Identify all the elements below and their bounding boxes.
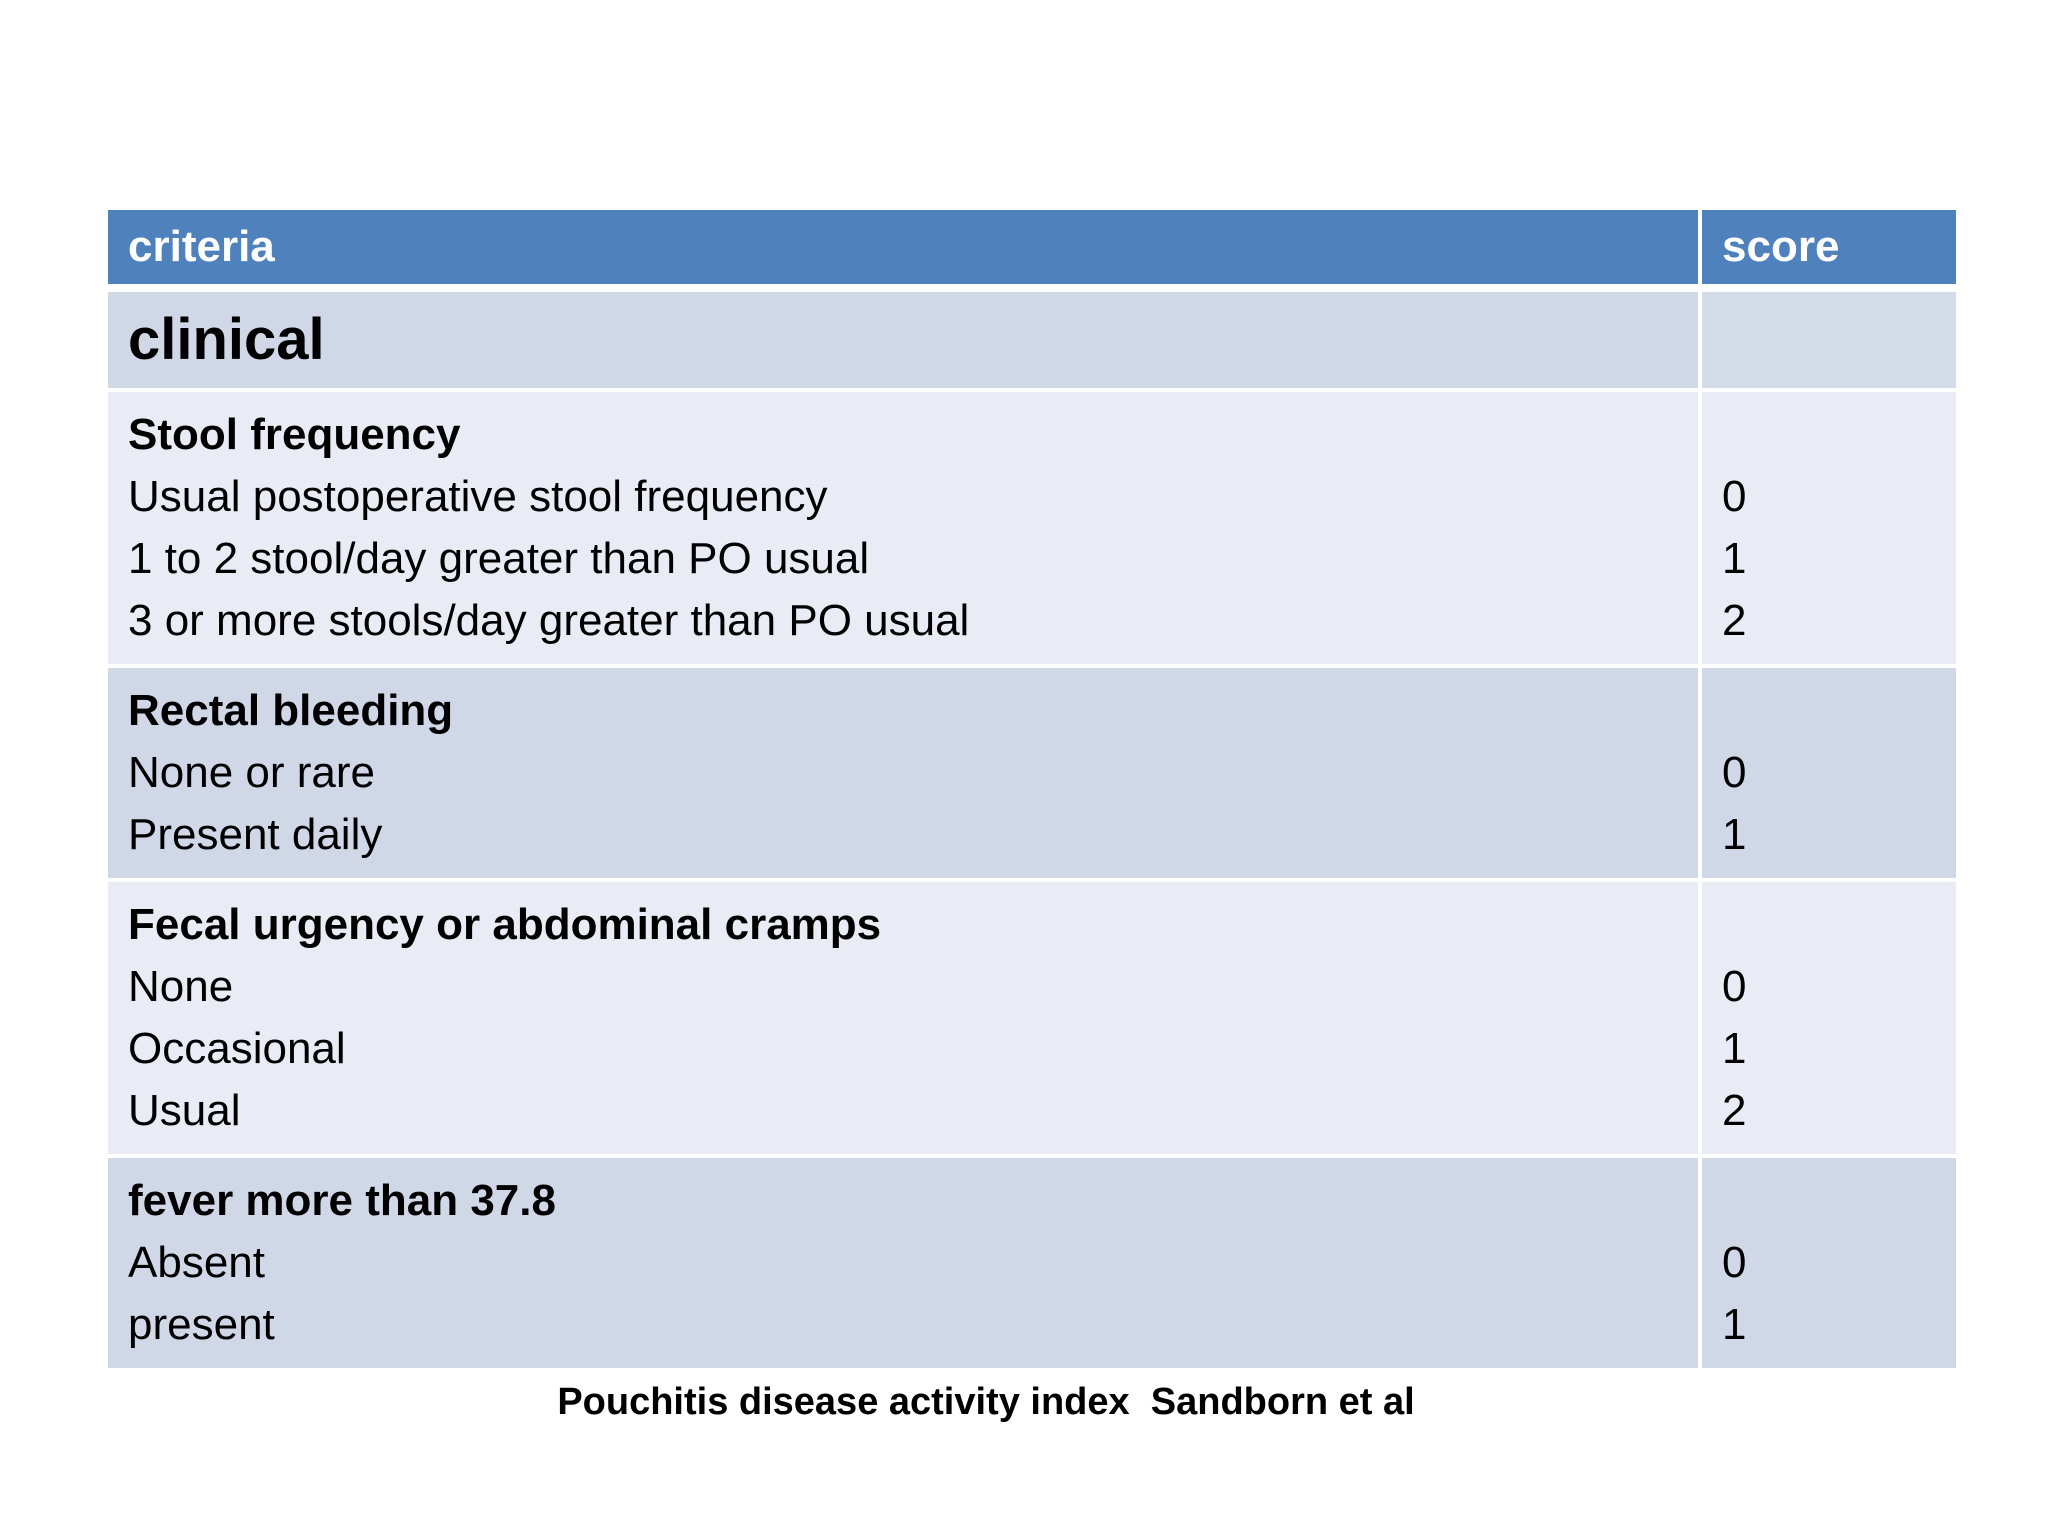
option-label: Occasional [128, 1024, 346, 1073]
group-fecal-urgency [106, 880, 1958, 1156]
option-score: 1 [1722, 534, 1747, 583]
option-label: None [128, 962, 234, 1011]
option-label: None or rare [128, 748, 376, 797]
group-criteria-cell [106, 1156, 1700, 1370]
group-score-cell [1700, 1156, 1958, 1370]
option-score: 1 [1722, 810, 1747, 859]
group-criteria-cell [106, 880, 1700, 1156]
option-score: 0 [1722, 1238, 1747, 1287]
group-fever [106, 1156, 1958, 1370]
option-label: Absent [128, 1238, 265, 1287]
option-score: 2 [1722, 596, 1747, 645]
section-score-cell [1700, 288, 1958, 390]
group-title: Fecal urgency or abdominal cramps [128, 900, 882, 949]
section-title-cell [106, 288, 1700, 390]
score-header: score [1700, 208, 1958, 288]
group-criteria-cell [106, 390, 1700, 666]
option-score: 1 [1722, 1024, 1747, 1073]
option-score: 0 [1722, 962, 1747, 1011]
header-row [106, 208, 1958, 288]
group-score-cell [1700, 880, 1958, 1156]
option-score: 0 [1722, 748, 1747, 797]
option-label: Present daily [128, 810, 383, 859]
section-row [106, 288, 1958, 390]
section-title: clinical [128, 307, 325, 372]
option-score: 2 [1722, 1086, 1747, 1135]
group-score-cell [1700, 390, 1958, 666]
group-title: Rectal bleeding [128, 686, 454, 735]
option-score: 0 [1722, 472, 1747, 521]
option-score: 1 [1722, 1300, 1747, 1349]
option-label: Usual postoperative stool frequency [128, 472, 828, 521]
option-label: present [128, 1300, 275, 1349]
group-criteria-cell [106, 666, 1700, 880]
group-rectal-bleeding [106, 666, 1958, 880]
option-label: 3 or more stools/day greater than PO usual [128, 596, 970, 645]
table-caption: Pouchitis disease activity index Sandborn et al [557, 1381, 1415, 1423]
group-score-cell [1700, 666, 1958, 880]
group-stool-frequency [106, 390, 1958, 666]
criteria-header: criteria [106, 208, 1700, 288]
option-label: Usual [128, 1086, 241, 1135]
pdai-table [104, 206, 1960, 1372]
group-title: fever more than 37.8 [128, 1176, 556, 1225]
group-title: Stool frequency [128, 410, 461, 459]
option-label: 1 to 2 stool/day greater than PO usual [128, 534, 870, 583]
